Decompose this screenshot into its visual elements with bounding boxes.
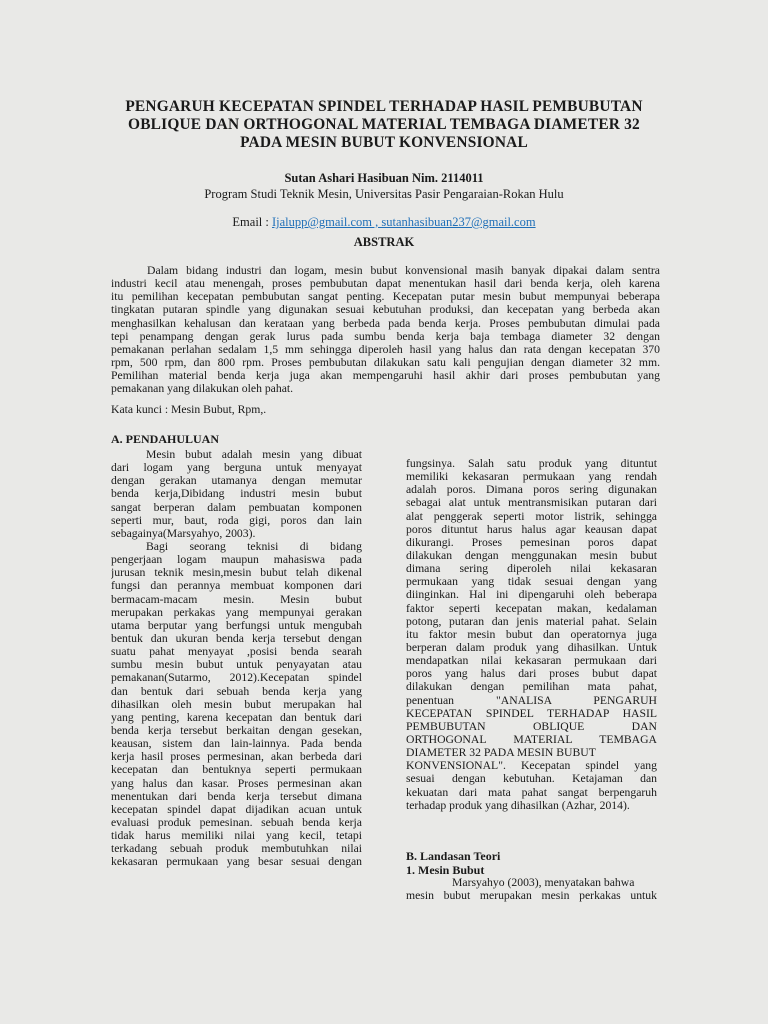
body-line: dilakukan dengan pemilihan mata pahat, xyxy=(406,680,657,694)
body-line: sangat berperan dalam pembuatan komponen xyxy=(111,500,362,514)
body-line: benda kerja tersebut berkaitan dengan gesekan, xyxy=(111,723,362,737)
abstract-heading: ABSTRAK xyxy=(353,235,415,249)
body-line: utama berputar yang berfungsi untuk mengubah xyxy=(111,618,362,632)
email-links[interactable]: Ijalupp@gmail.com , sutanhasibuan237@gmail.com xyxy=(271,215,536,229)
body-line: sebagai alat untuk mentransmisikan putaran dari xyxy=(406,496,657,510)
body-line: bentuk dan ukuran benda kerja tersebut dengan xyxy=(111,631,362,645)
paper-title xyxy=(90,98,678,152)
abstract-body xyxy=(111,264,660,395)
body-line: dikurangi. Proses pemesinan poros dapat xyxy=(406,535,657,549)
body-line: suatu pahat menyayat ,posisi benda searah xyxy=(111,645,362,659)
body-line: faktor seperti kecepatan makan, kedalaman xyxy=(406,601,657,615)
body-line: berperan dalam produk yang dihasilkan. Untuk xyxy=(406,640,657,654)
affiliation-line: Program Studi Teknik Mesin, Universitas Pasir Pengaraian-Rokan Hulu xyxy=(204,187,564,201)
body-line: mendapatkan nilai kekasaran permukaan dari xyxy=(406,654,657,668)
body-line: memiliki kekasaran permukaan yang rendah xyxy=(406,470,657,484)
body-line: kerja hasil proses permesinan, akan berbeda dari xyxy=(111,750,362,764)
body-line: Bagi seorang teknisi di bidang xyxy=(146,539,362,553)
abstract-line: tepi penampang dengan gerak lurus pada sumbu benda kerja baja tembaga diameter 32 dengan xyxy=(111,329,660,343)
body-line: adalah poros. Dimana poros sering digunakan xyxy=(406,483,657,497)
keywords-line: Kata kunci : Mesin Bubut, Rpm,. xyxy=(111,403,267,416)
abstract-line: industri kecil atau menengah, proses pembubutan dapat menentukan hasil dari benda kerja, oleh karena xyxy=(111,277,660,291)
abstract-line: pemakanan yang dilakukan oleh pahat. xyxy=(111,382,294,396)
body-line: terhadap produk yang dihasilkan (Azhar, 2014). xyxy=(406,798,630,812)
left-column-text xyxy=(111,448,362,869)
body-line: kecepatan dan bentuknya seperti permukaan xyxy=(111,763,362,777)
body-line: evaluasi produk pemesinan. sebuah benda kerja xyxy=(111,815,362,829)
body-line: permukaan yang tidak sesuai dengan yang xyxy=(406,575,657,589)
body-line: bermacam-macam mesin. Mesin bubut xyxy=(111,592,362,606)
body-line: tidak harus memiliki nilai yang kecil, tetapi xyxy=(111,829,362,843)
body-line: KONVENSIONAL". Kecepatan spindel yang xyxy=(406,759,657,773)
right-column-text-continued xyxy=(406,876,657,902)
body-line: diinginkan. Hal ini dipengaruhi oleh beberapa xyxy=(406,588,657,602)
body-line: dimana sering diperoleh nilai kekasaran xyxy=(406,562,657,576)
body-line: potong, putaran dan jenis material pahat. Selain xyxy=(406,614,657,628)
body-line: Mesin bubut adalah mesin yang dibuat xyxy=(146,448,362,461)
email-label: Email : xyxy=(232,215,272,229)
body-line: benda kerja,Dibidang industri mesin bubut xyxy=(111,487,362,501)
body-line: kecepatan spindel dapat dijadikan acuan untuk xyxy=(111,802,362,816)
body-line: merupakan perkakas yang mempunyai gerakan xyxy=(111,605,362,619)
body-line: fungsinya. Salah satu produk yang dituntut xyxy=(406,457,657,470)
body-line: penentuan "ANALISA PENGARUH xyxy=(406,693,657,707)
body-line: DIAMETER 32 PADA MESIN BUBUT xyxy=(406,746,596,760)
body-line: dilakukan dengan menggunakan mesin bubut xyxy=(406,548,657,562)
body-line: kekuatan dari mata pahat sangat berpengaruh xyxy=(406,785,657,799)
section-b-heading: B. Landasan Teori xyxy=(406,849,501,863)
section-b1-heading: 1. Mesin Bubut xyxy=(406,863,485,877)
body-line: yang penting, karena kecepatan dan bentuk dari xyxy=(111,710,362,724)
abstract-line: Dalam bidang industri dan logam, mesin bubut konvensional masih banyak dipakai dalam sentra xyxy=(147,264,660,277)
body-line: keausan, sistem dan lain-lainnya. Pada benda xyxy=(111,737,362,751)
author-line: Sutan Ashari Hasibuan Nim. 2114011 xyxy=(284,171,484,185)
right-column-text xyxy=(406,457,657,812)
email-line xyxy=(0,215,768,230)
title-line: PADA MESIN BUBUT KONVENSIONAL xyxy=(240,134,528,151)
body-line: menentukan dari benda kerja tersebut dimana xyxy=(111,789,362,803)
section-a-heading: A. PENDAHULUAN xyxy=(111,432,219,446)
abstract-line: tingkatan putaran spindle yang digunakan sesuai kebutuhan produksi, dan kecepatan yang berbeda akan xyxy=(111,303,660,317)
body-line: fungsi dan perannya membuat komponen dari xyxy=(111,579,362,593)
abstract-line: itu pemilihan kecepatan pembubutan sangat penting. Kecepatan putar mesin bubut mempunyai beberapa xyxy=(111,290,660,304)
body-line: dengan gerakan utamanya dengan memutar xyxy=(111,474,362,488)
abstract-line: pemakanan perlahan sedalam 1,5 mm sehingga diperoleh hasil yang halus dan rata dengan kecepatan 370 xyxy=(111,342,660,356)
body-line: pemakanan(Sutarmo, 2012).Kecepatan spindel xyxy=(111,671,362,685)
body-line: sebagainya(Marsyahyo, 2003). xyxy=(111,526,256,540)
body-line: itu faktor mesin bubut dan operatornya juga xyxy=(406,627,657,641)
body-line: pengerjaan logam maupun mahasiswa pada xyxy=(111,553,362,567)
body-line: kekasaran permukaan yang besar sesuai dengan xyxy=(111,855,362,869)
body-line: terkadang sebuah produk membutuhkan nilai xyxy=(111,842,362,856)
body-line: ORTHOGONAL MATERIAL TEMBAGA xyxy=(406,732,657,746)
body-line: yang halus dan kasar. Proses permesinan akan xyxy=(111,776,362,790)
body-line: jurusan teknik mesin,mesin bubut telah dikenal xyxy=(111,566,362,580)
body-line: sumbu mesin bubut untuk penyayatan atau xyxy=(111,658,362,672)
abstract-line: rpm, 500 rpm, dan 800 rpm. Proses pembubutan dilakukan satu kali pengujian dengan diameter 32 mm. xyxy=(111,355,660,369)
body-line: KECEPATAN SPINDEL TERHADAP HASIL xyxy=(406,706,657,720)
abstract-line: Pemilihan material benda kerja juga akan mempengaruhi hasil akhir dari proses pembubutan yang xyxy=(111,369,660,383)
body-line: Marsyahyo (2003), menyatakan bahwa xyxy=(452,876,635,889)
body-line: dari logam yang berguna untuk menyayat xyxy=(111,461,362,475)
body-line: poros dituntut harus halus agar keausan dapat xyxy=(406,522,657,536)
body-line: PEMBUBUTAN OBLIQUE DAN xyxy=(406,719,657,733)
body-line: dihasilkan oleh mesin bubut merupakan hal xyxy=(111,697,362,711)
abstract-line: menghasilkan kehalusan dan kerataan yang berbeda pada benda kerja. Proses pembubutan dimulai pada xyxy=(111,316,660,330)
body-line: dan bentuk dari sebuah benda kerja yang xyxy=(111,684,362,698)
body-line: alat penggerak seperti motor listrik, sehingga xyxy=(406,509,657,523)
body-line: poros yang halus dari proses bubut dapat xyxy=(406,667,657,681)
title-line: PENGARUH KECEPATAN SPINDEL TERHADAP HASIL PEMBUBUTAN xyxy=(125,98,643,115)
body-line: sesuai dengan kebutuhan. Ketajaman dan xyxy=(406,772,657,786)
title-line: OBLIQUE DAN ORTHOGONAL MATERIAL TEMBAGA DIAMETER 32 xyxy=(128,116,640,133)
body-line: seperti mur, baut, roda gigi, poros dan lain xyxy=(111,513,362,527)
body-line: mesin bubut merupakan mesin perkakas untuk xyxy=(406,889,657,903)
